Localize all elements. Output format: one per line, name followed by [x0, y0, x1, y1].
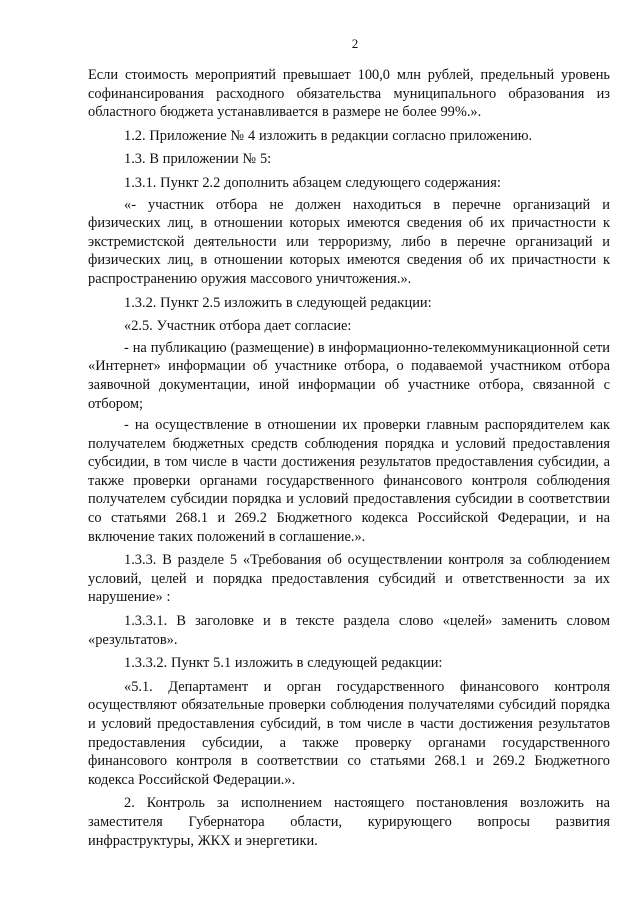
paragraph-1-3-1-text: «- участник отбора не должен находиться в перечне организаций и физических лиц, в отношении которых имеются сведения об их причастности к экстремистской деятельности или терроризму, либо в перечне организаций и физических лиц, в отношении которых имеются сведения об их причастности к распространению оружия массового уничтожения.».: [88, 196, 610, 287]
page-number: 2: [351, 36, 359, 51]
paragraph-5-1-text: «5.1. Департамент и орган государственного финансового контроля осуществляют обязательные проверки соблюдения получателями субсидий порядка и условий предоставления субсидий, в том числе в части достижения результатов предоставления субсидии, а также проверку органами государственного финансового контроля в соответствии со статьями 268.1 и 269.2 Бюджетного кодекса Российской Федерации.».: [88, 678, 610, 788]
paragraph-1-2: 1.2. Приложение № 4 изложить в редакции согласно приложению.: [124, 127, 533, 144]
paragraph-1-3-3-1: 1.3.3.1. В заголовке и в тексте раздела слово «целей» заменить словом «результатов».: [88, 613, 610, 648]
paragraph-cofinancing-limit: Если стоимость мероприятий превышает 100,0 млн рублей, предельный уровень софинансирования расходного обязательства муниципального образования из областного бюджета устанавливается в размере не более 99%.».: [88, 67, 610, 121]
paragraph-2-5-heading: «2.5. Участник отбора дает согласие:: [124, 318, 352, 335]
paragraph-2-control: 2. Контроль за исполнением настоящего постановления возложить на заместителя Губернатора области, курирующего вопросы развития инфраструктуры, ЖКХ и энергетики.: [88, 795, 610, 849]
paragraph-1-3-3-2: 1.3.3.2. Пункт 5.1 изложить в следующей редакции:: [124, 655, 443, 672]
paragraph-1-3-3: 1.3.3. В разделе 5 «Требования об осуществлении контроля за соблюдением условий, целей и порядка предоставления субсидий и ответственности за их нарушение» :: [88, 552, 610, 606]
paragraph-consent-publication: - на публикацию (размещение) в информационно-телекоммуникационной сети «Интернет» информации об участнике отбора, о подаваемой участником отбора заявочной документации, иной информации об участнике отбора, связанной с отбором;: [88, 339, 610, 412]
paragraph-1-3: 1.3. В приложении № 5:: [124, 151, 272, 168]
paragraph-consent-inspection: - на осуществление в отношении их проверки главным распорядителем как получателем бюджетных средств соблюдения порядка и условий предоставления субсидии, в том числе в части достижения результатов предоставления субсидии, а также проверки органами государственного финансового контроля соблюдения получателем субсидии порядка и условий предоставления субсидии в соответствии со статьями 268.1 и 269.2 Бюджетного кодекса Российской Федерации, и на включение таких положений в соглашение.».: [88, 417, 610, 545]
paragraph-1-3-1: 1.3.1. Пункт 2.2 дополнить абзацем следующего содержания:: [124, 174, 501, 191]
paragraph-1-3-2: 1.3.2. Пункт 2.5 изложить в следующей редакции:: [124, 294, 432, 311]
